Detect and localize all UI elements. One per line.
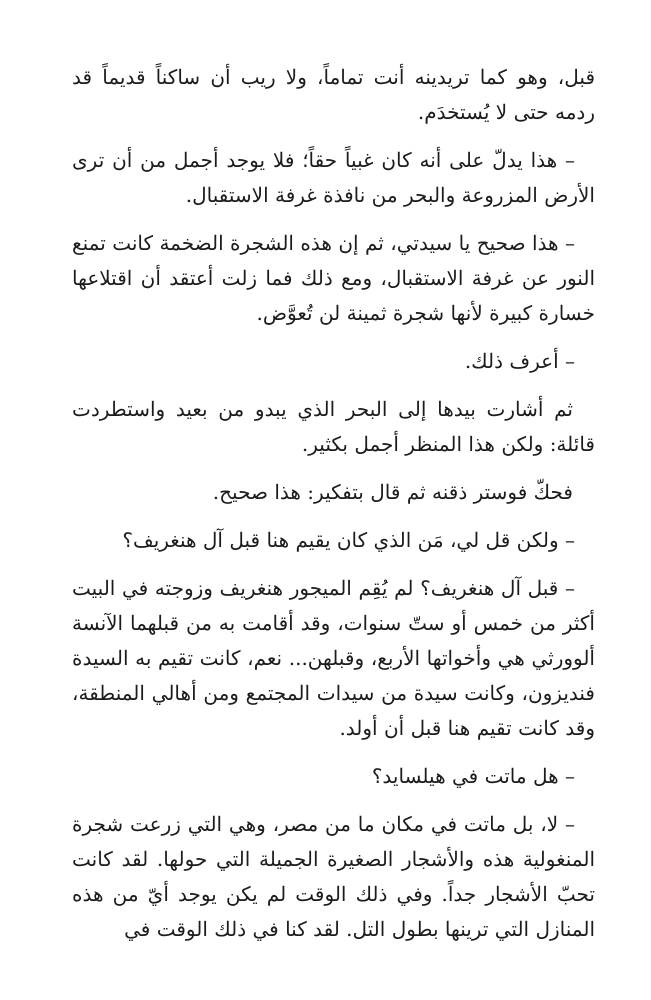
narrative-paragraph: فحكّ فوستر ذقنه ثم قال بتفكير: هذا صحيح. (212, 480, 573, 504)
dialogue-paragraph: – لا، بل ماتت في مكان ما من مصر، وهي التي زرعت شجرة المنغولية هذه والأشجار الصغيرة الجميلة التي حولها. لقد كانت تحبّ الأشجار جداً. وفي ذلك الوقت لم يكن يوجد أيّ من هذه المنازل التي ترينها بطول التل. لقد كنا في ذلك الوقت في (72, 812, 595, 941)
page-text (72, 60, 595, 960)
dialogue-paragraph: – ولكن قل لي، مَن الذي كان يقيم هنا قبل آل هنغريف؟ (122, 528, 575, 552)
dialogue-paragraph: – هذا صحيح يا سيدتي، ثم إن هذه الشجرة الضخمة كانت تمنع النور عن غرفة الاستقبال، ومع ذلك فما زلت أعتقد أن اقتلاعها خسارة كبيرة لأنها شجرة ثمينة لن تُعوَّض. (72, 231, 595, 325)
dialogue-paragraph: – هذا يدلّ على أنه كان غبياً حقاً؛ فلا يوجد أجمل من أن ترى الأرض المزروعة والبحر من نافذة غرفة الاستقبال. (72, 148, 595, 207)
dialogue-paragraph: – هل ماتت في هيلسايد؟ (371, 764, 575, 788)
paragraph-continuation: قبل، وهو كما تريدينه أنت تماماً، ولا ريب أن ساكناً قديماً قد ردمه حتى لا يُستخدَم. (72, 65, 595, 124)
dialogue-paragraph: – أعرف ذلك. (464, 349, 575, 373)
narrative-paragraph: ثم أشارت بيدها إلى البحر الذي يبدو من بعيد واستطردت قائلة: ولكن هذا المنظر أجمل بكثير. (72, 397, 595, 456)
dialogue-paragraph: – قبل آل هنغريف؟ لم يُقِم الميجور هنغريف وزوجته في البيت أكثر من خمس أو ستّ سنوات، وقد أقامت به من قبلهما الآنسة ألوورثي هي وأخواتها الأربع، وقبلهن... نعم، كانت تقيم به السيدة فنديزون، وكانت سيدة من سيدات المجتمع ومن أهالي المنطقة، وقد كانت تقيم هنا قبل أن أولد. (72, 576, 595, 740)
